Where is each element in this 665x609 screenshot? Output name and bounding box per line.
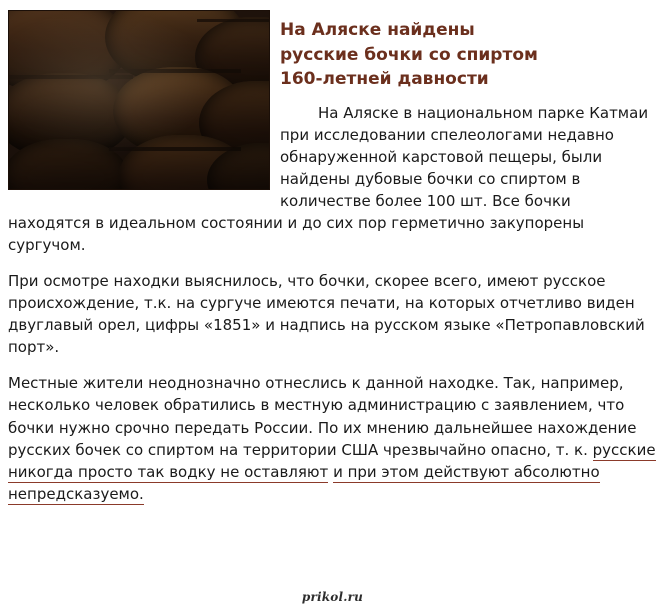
- page-title: [280, 10, 657, 92]
- underlined-phrase-1: русские никогда просто так водку не оставляют: [8, 440, 656, 481]
- barrels-photo: [8, 10, 270, 190]
- barrel-hoop: [109, 147, 241, 151]
- barrel-hoop: [197, 19, 270, 22]
- barrel-hoop: [109, 69, 241, 73]
- headline-line-3: 160-летней давности: [280, 69, 489, 90]
- watermark-label: prikol.ru: [301, 590, 364, 604]
- paragraph-3-text: Местные жители неоднозначно отнеслись к данной находке. Так, например, несколько человек обратились в местную администрацию с заявлением, что бочки нужно срочно передать России. По их мнению дальнейшее нахождение русских бочек со спиртом на территории США чрезвычайно опасно, т. к.: [8, 374, 637, 459]
- barrel-hoop: [8, 75, 133, 79]
- paragraph-1-text: На Аляске в национальном парке Катмаи при исследовании спелеологами недавно обнаруженной карстовой пещеры, были найдены дубовые бочки со спиртом в количестве более 100 шт. Все бочки находятся в идеальном состоянии и до сих пор герметично закупорены сургучом.: [8, 103, 649, 255]
- headline-line-2: русские бочки со спиртом: [280, 44, 538, 65]
- headline-line-1: На Аляске найдены: [280, 20, 475, 40]
- footer: [0, 586, 665, 605]
- paragraph-3: [8, 372, 657, 504]
- paragraph-2: При осмотре находки выяснилось, что бочки, скорее всего, имеют русское происхождение, т.к. на сургуче имеются печати, на которых отчетливо виден двуглавый орел, цифры «1851» и надпись на русском языке «Петропавловский порт».: [8, 272, 645, 357]
- underlined-phrase-2: и при этом действуют абсолютно непредсказуемо.: [8, 462, 600, 503]
